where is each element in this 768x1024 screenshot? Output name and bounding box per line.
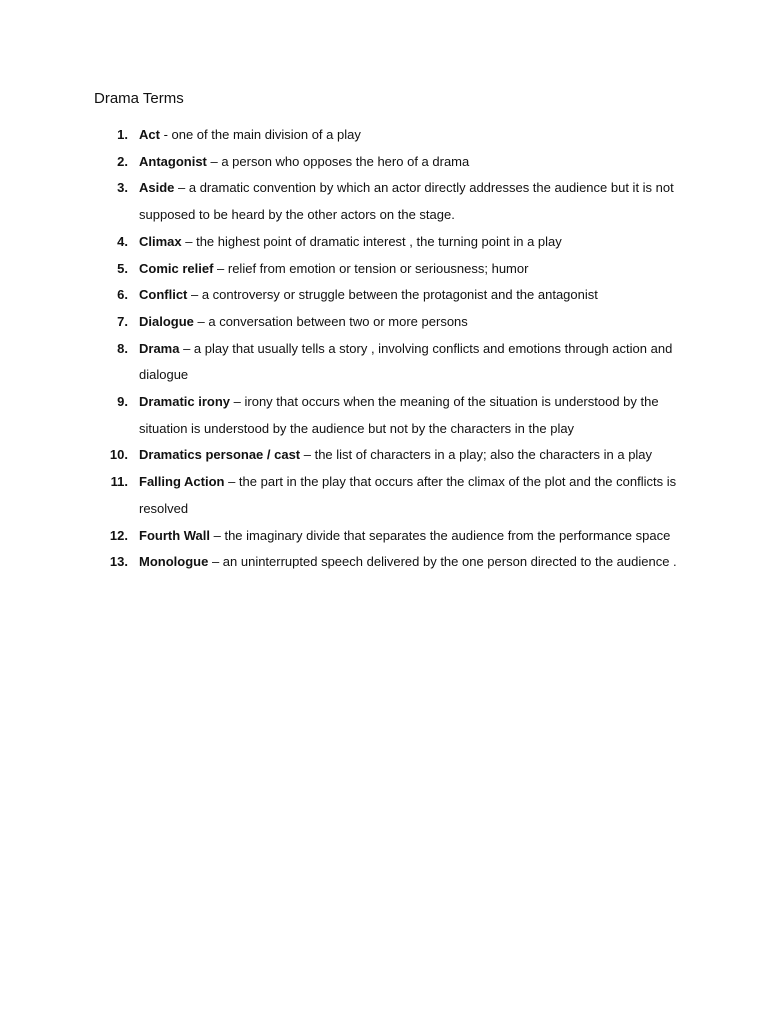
term-name: Dialogue: [139, 313, 194, 329]
list-item: [0, 122, 684, 149]
item-number: 6.: [117, 287, 128, 303]
item-number: 5.: [117, 260, 128, 276]
term-definition: – irony that occurs when the meaning of the situation is understood by the situation is understood by the audience but not by the characters in the play: [139, 394, 659, 436]
item-number: 8.: [117, 340, 128, 356]
item-number: 13.: [109, 554, 128, 570]
term-name: Fourth Wall: [139, 527, 211, 543]
item-number: 9.: [117, 394, 128, 410]
item-number: 2.: [117, 153, 128, 169]
term-name: Aside: [139, 180, 175, 196]
list-item: [0, 336, 684, 389]
term-name: Antagonist: [139, 153, 207, 169]
term-name: Drama: [139, 340, 180, 356]
list-item: [0, 309, 684, 336]
list-item: [0, 282, 684, 309]
term-definition: – a conversation between two or more persons: [193, 313, 468, 329]
term-definition: – a controversy or struggle between the protagonist and the antagonist: [187, 287, 598, 303]
list-item: [0, 523, 684, 550]
term-name: Climax: [139, 233, 182, 249]
term-name: Dramatic irony: [139, 394, 231, 410]
list-item: [0, 549, 684, 576]
term-definition: – a person who opposes the hero of a drama: [206, 153, 470, 169]
item-number: 1.: [117, 127, 128, 142]
item-number: 4.: [117, 233, 128, 249]
list-item: [0, 149, 684, 176]
list-item: [0, 389, 684, 442]
item-number: 12.: [109, 527, 128, 543]
item-number: 10.: [109, 447, 128, 463]
term-definition: – a play that usually tells a story , involving conflicts and emotions through action and dialogue: [139, 340, 673, 383]
term-name: Falling Action: [139, 474, 225, 490]
term-definition: - one of the main division of a play: [159, 127, 361, 142]
list-item: [0, 469, 684, 522]
list-item: [0, 442, 684, 469]
term-name: Monologue: [139, 554, 209, 570]
term-name: Dramatics personae / cast: [139, 447, 301, 463]
term-definition: – the imaginary divide that separates the audience from the performance space: [210, 527, 671, 543]
list-item: [0, 256, 684, 283]
item-number: 3.: [117, 180, 128, 196]
list-item: [0, 175, 684, 228]
item-number: 7.: [117, 313, 128, 329]
list-item: [0, 229, 684, 256]
term-definition: – a dramatic convention by which an actor directly addresses the audience but it is not supposed to be heard by the other actors on the stage.: [139, 180, 674, 223]
term-name: Conflict: [139, 287, 188, 303]
term-definition: – relief from emotion or tension or seriousness; humor: [213, 260, 529, 276]
terms-list: [0, 122, 768, 576]
term-definition: – the highest point of dramatic interest , the turning point in a play: [181, 233, 562, 249]
term-definition: – an uninterrupted speech delivered by the one person directed to the audience .: [208, 554, 677, 570]
term-definition: – the list of characters in a play; also the characters in a play: [300, 447, 653, 463]
item-number: 11.: [110, 474, 128, 490]
term-definition: – the part in the play that occurs after the climax of the plot and the conflicts is resolved: [139, 474, 677, 516]
term-name: Comic relief: [139, 260, 214, 276]
term-name: Act: [139, 127, 160, 142]
document-title: Drama Terms: [94, 90, 184, 107]
